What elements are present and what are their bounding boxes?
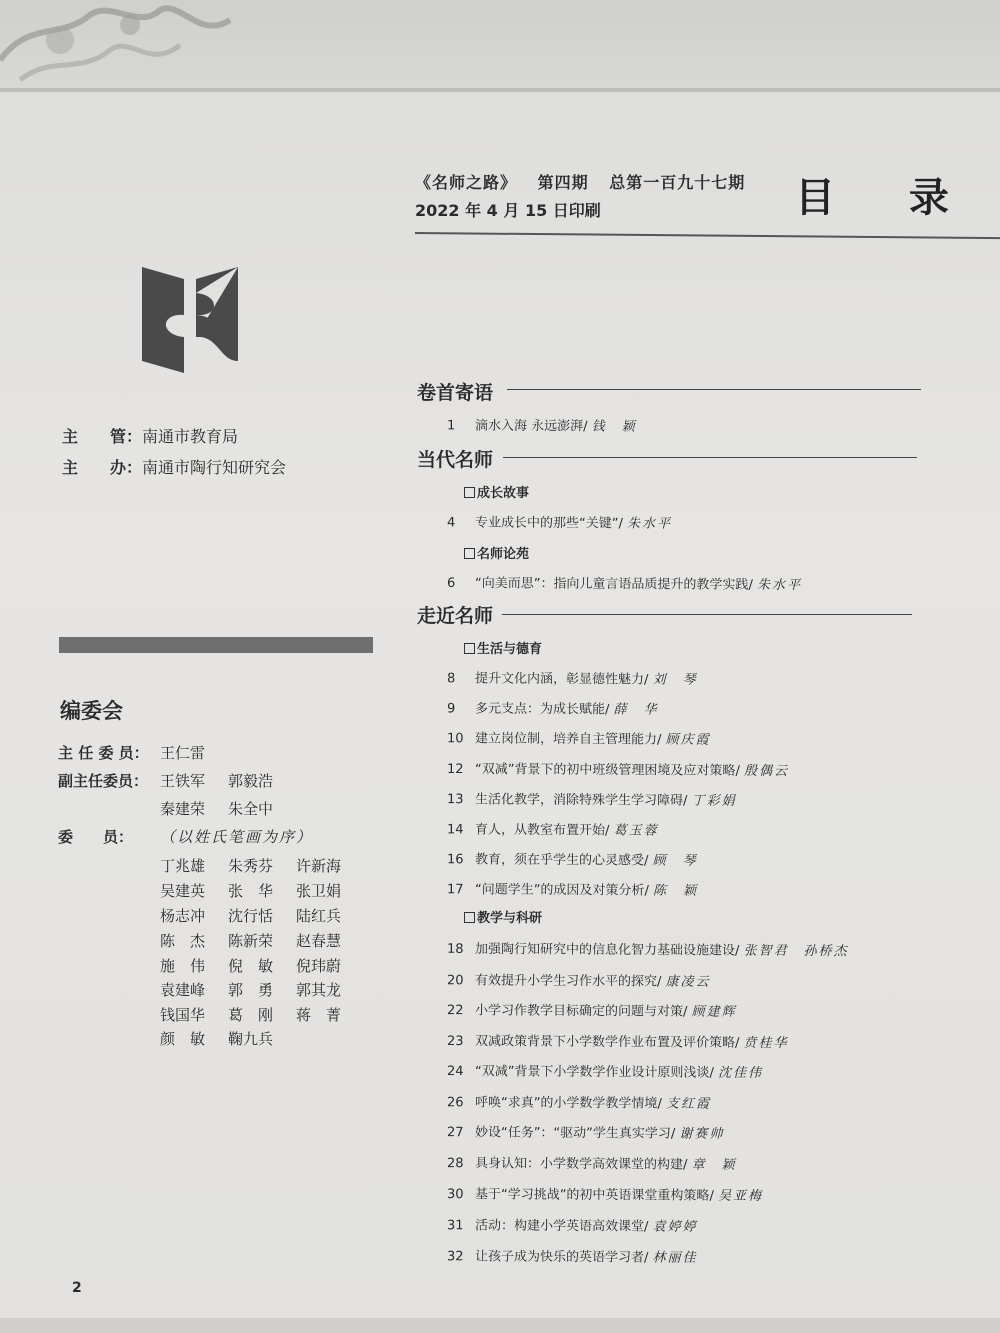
journal-name: 《名师之路》 [415,173,518,192]
member-name: 倪 敏 [228,957,274,975]
toc-entry[interactable] [447,511,672,531]
toc-entry[interactable] [447,697,659,717]
member-name: 鞠九兵 [228,1030,274,1048]
entry-author: 朱水平 [626,516,673,532]
entry-title: 具身认知：小学数学高效课堂的构建 [474,1156,684,1173]
toc-entry[interactable] [447,999,737,1020]
entry-page-number: 26 [446,1095,464,1111]
entry-author: 吴亚梅 [717,1188,764,1204]
subsection-title: 生活与德育 [464,638,542,657]
entry-title: 生活化教学，消除特殊学生学习障碍 [474,792,684,809]
supervisor-value: 南通市教育局 [142,427,239,446]
supervisor-label: 主 管： [62,427,143,446]
entry-separator: / [670,1126,680,1142]
entry-title: 让孩子成为快乐的英语学习者 [474,1249,645,1266]
entry-author: 钱 颖 [591,419,637,435]
entry-separator: / [643,853,653,869]
divider-bar [59,637,373,653]
entry-page-number: 9 [446,701,456,717]
member-name: 倪玮蔚 [296,957,342,975]
entry-separator: / [735,763,745,779]
member-name: 朱全中 [228,800,274,818]
toc-entry[interactable] [447,848,698,869]
member-name: 吴建英 [160,882,206,900]
header-rule [415,232,1000,239]
entry-title: 有效提升小学生习作水平的探究 [474,973,658,990]
entry-page-number: 1 [446,418,456,434]
members-label: 委 员： [58,828,134,846]
member-row [58,955,364,976]
section-rule [507,389,921,390]
entry-separator: / [748,577,758,593]
entry-separator: / [643,1219,653,1235]
toc-entry[interactable] [447,758,789,779]
entry-page-number: 24 [446,1064,464,1080]
member-row [58,1028,296,1049]
entry-author: 沈佳伟 [717,1065,764,1081]
member-name: 袁建峰 [160,981,206,999]
member-name: 秦建荣 [160,800,206,818]
entry-page-number: 10 [446,731,464,747]
entry-page-number: 20 [446,973,464,989]
entry-page-number: 12 [446,761,464,778]
member-name: 王仁雷 [160,744,206,762]
board-vice [58,770,296,791]
entry-title: 教育，须在乎学生的心灵感受 [474,852,645,869]
chair-label: 主 任 委 员： [58,744,149,762]
member-name: 蒋 菁 [296,1006,342,1024]
entry-title: 多元支点：为成长赋能 [474,701,606,718]
entry-page-number: 4 [446,515,456,531]
member-name: 赵春慧 [296,932,342,950]
subsection-title: 教学与科研 [464,907,542,926]
entry-separator: / [682,1157,692,1173]
entry-title: 加强陶行知研究中的信息化智力基础设施建设 [474,941,736,959]
member-row [58,1004,364,1025]
member-name: 许新海 [296,857,342,875]
entry-separator: / [682,793,692,809]
section-title: 走近名师 [417,605,494,627]
member-name: 陆红兵 [296,907,342,925]
member-name: 沈行恬 [228,907,274,925]
entry-author: 贲桂华 [743,1035,789,1052]
board-chair [58,742,228,763]
sponsor-label: 主 办： [62,458,143,477]
entry-page-number: 31 [446,1218,464,1234]
entry-author: 薛 华 [613,702,659,718]
entry-author: 章 颖 [691,1157,737,1173]
entry-separator: / [709,1065,719,1081]
floral-ornament-icon [0,0,1000,92]
subsection-title: 成长故事 [464,482,529,501]
member-row [58,880,364,901]
entry-author: 张智君 孙桥杰 [743,943,849,960]
issue-number: 第四期 [537,173,589,192]
entry-author: 顾建辉 [691,1004,737,1020]
entry-page-number: 17 [446,882,464,898]
toc-entry[interactable] [447,1214,698,1235]
vice-label: 副主任委员： [58,772,149,790]
toc-entry[interactable] [447,572,802,593]
member-name: 陈新荣 [228,932,274,950]
entry-page-number: 30 [446,1187,464,1203]
entry-page-number: 23 [446,1033,464,1050]
member-name: 朱秀芬 [228,857,274,875]
entry-title: “双减”背景下的初中班级管理困境及应对策略 [474,762,736,779]
members-note: （以姓氏笔画为序） [160,828,314,846]
entry-title: “向美而思”：指向儿童言语品质提升的教学实践 [474,576,749,593]
entry-title: 呼唤“求真”的小学数学教学情境 [474,1095,658,1112]
entry-separator: / [656,974,666,990]
entry-page-number: 14 [446,822,464,838]
entry-separator: / [618,516,628,532]
entry-author: 支红霞 [665,1096,712,1112]
toc-entry[interactable] [447,1030,789,1051]
member-name: 杨志冲 [160,907,206,925]
entry-title: 活动：构建小学英语高效课堂 [474,1218,645,1235]
issue-info [415,170,759,193]
toc-entry[interactable] [447,818,659,838]
member-row [58,905,364,926]
entry-separator: / [656,732,666,748]
page-number: 2 [72,1280,82,1296]
section-rule [503,457,917,458]
entry-title: 提升文化内涵，彰显德性魅力 [474,671,645,688]
entry-author: 林丽佳 [652,1250,698,1266]
entry-page-number: 6 [446,575,456,591]
entry-separator: / [657,1096,667,1112]
entry-author: 顾 琴 [652,853,698,869]
entry-author: 葛玉蓉 [613,823,659,839]
entry-page-number: 8 [446,671,456,687]
toc-entry[interactable] [447,1121,725,1142]
entry-author: 丁彩娟 [691,793,737,809]
toc-entry[interactable] [447,1091,711,1112]
member-name: 钱国华 [160,1006,206,1024]
checkbox-icon [464,912,475,923]
member-row [58,930,364,951]
page-bottom-edge [0,1318,1000,1333]
entry-title: 双减政策背景下小学数学作业布置及评价策略 [474,1034,736,1051]
entry-page-number: 32 [446,1249,464,1265]
member-row [58,855,364,876]
toc-entry[interactable] [447,788,737,809]
entry-separator: / [734,1035,744,1051]
toc-entry[interactable] [447,727,711,748]
entry-title: “双减”背景下小学数学作业设计原则浅谈 [474,1064,710,1081]
entry-title: 专业成长中的那些“关键” [474,515,619,532]
issue-total: 总第一百九十七期 [609,173,746,192]
entry-author: 袁婷婷 [652,1219,698,1235]
entry-separator: / [604,823,614,839]
board-vice-row2 [58,798,296,819]
entry-separator: / [643,1250,653,1266]
member-name: 郭其龙 [296,981,342,999]
member-name: 颜 敏 [160,1030,206,1048]
entry-title: 育人，从教室布置开始 [474,822,606,839]
entry-separator: / [644,883,654,899]
entry-title: 小学习作教学目标确定的问题与对策 [474,1003,684,1020]
entry-title: 基于“学习挑战”的初中英语课堂重构策略 [474,1187,710,1204]
entry-author: 顾庆霞 [665,732,711,748]
member-name: 张卫娟 [296,882,342,900]
entry-separator: / [682,1004,692,1020]
member-name: 郭 勇 [228,981,274,999]
toc-entry[interactable] [447,969,711,990]
entry-title: 妙设“任务”：“驱动”学生真实学习 [474,1125,671,1142]
sponsor-line [62,455,286,478]
member-name: 丁兆雄 [160,857,206,875]
entry-author: 殷偶云 [743,763,790,780]
sponsor-value: 南通市陶行知研究会 [142,458,287,477]
entry-author: 朱水平 [756,577,803,594]
entry-page-number: 28 [446,1156,464,1172]
board-title: 编委会 [60,699,123,723]
entry-title: 滴水入海 永远澎湃 [474,418,584,435]
member-name: 张 华 [228,882,274,900]
toc-entry[interactable] [447,1245,698,1266]
entry-separator: / [604,702,614,718]
entry-page-number: 13 [446,792,464,808]
entry-title: 建立岗位制，培养自主管理能力 [474,731,658,748]
print-date: 2022 年 4 月 15 日印刷 [415,201,601,220]
member-name: 施 伟 [160,957,206,975]
toc-entry[interactable] [447,667,698,688]
entry-page-number: 18 [446,941,464,957]
checkbox-icon [464,548,475,559]
entry-author: 康凌云 [665,974,711,990]
checkbox-icon [464,487,475,498]
toc-entry[interactable] [447,414,637,434]
entry-page-number: 16 [446,852,464,868]
supervisor-line [62,424,238,447]
entry-title: “问题学生”的成因及对策分析 [474,882,645,899]
toc-entry[interactable] [447,1183,763,1204]
entry-author: 陈 颖 [652,883,699,899]
member-name: 郭毅浩 [228,772,274,790]
member-row [58,979,364,1000]
entry-separator: / [583,419,592,435]
journal-logo-icon [140,265,240,375]
checkbox-icon [464,643,475,654]
toc-entry[interactable] [447,878,698,899]
member-name: 陈 杰 [160,932,206,950]
toc-entry[interactable] [447,1152,737,1173]
section-title: 卷首寄语 [417,382,494,404]
section-rule [502,614,912,615]
decorative-header-band [0,0,1000,92]
toc-entry[interactable] [447,938,849,959]
entry-page-number: 22 [446,1003,464,1019]
entry-separator: / [643,672,653,688]
board-members-header [58,826,313,847]
entry-author: 刘 琴 [652,672,698,688]
subsection-title: 名师论苑 [464,543,529,562]
toc-entry[interactable] [447,1060,763,1081]
entry-page-number: 27 [446,1125,464,1141]
member-name: 葛 刚 [228,1006,274,1024]
entry-author: 谢赛帅 [679,1126,725,1142]
toc-title: 目 录 [795,175,979,221]
entry-separator: / [709,1188,719,1204]
section-title: 当代名师 [417,449,494,471]
entry-separator: / [734,943,744,959]
member-name: 王铁军 [160,772,206,790]
